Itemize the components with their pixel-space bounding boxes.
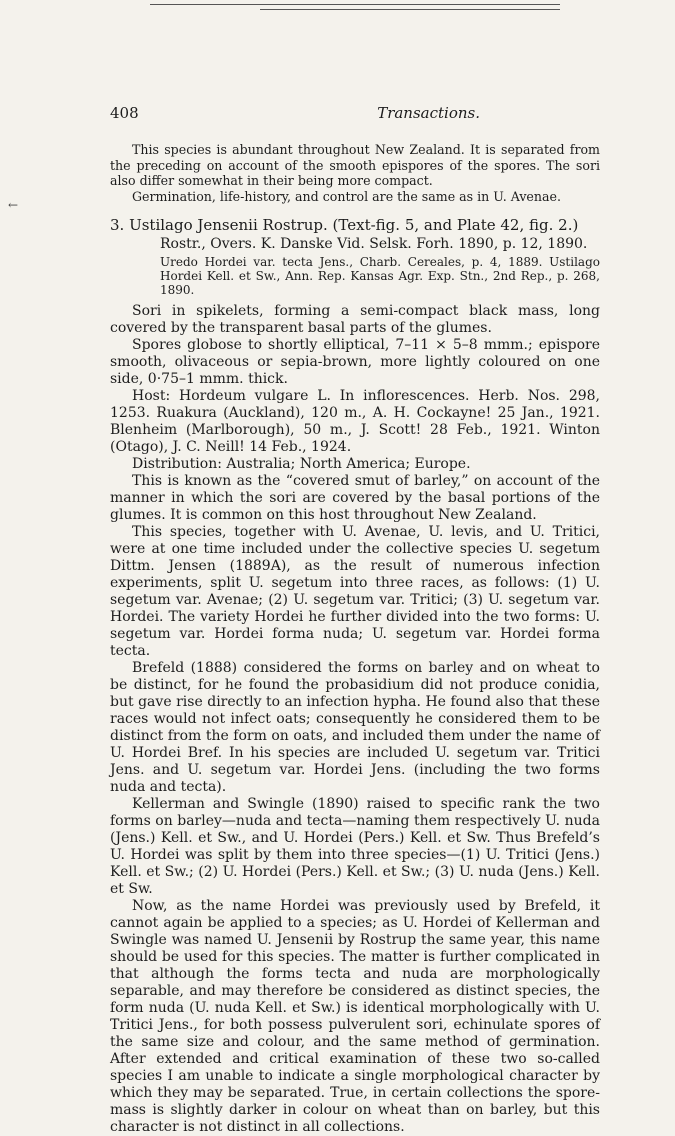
body-paragraph: Kellerman and Swingle (1890) raised to specific rank the two forms on barley—nuda and tecta—naming them respectively U. nuda (Jens.) Kell. et Sw., and U. Hordei (Pers.) Kell. et Sw. Thus Brefeld’s U. Hordei was split by them into three species—(1) U. Tritici (Jens.) Kell. et Sw.; (2) U. Hordei (Pers.) Kell. et Sw.; (3) U. nuda (Jens.) Kell. et Sw.	[110, 796, 600, 897]
body-paragraph: This is known as the “covered smut of barley,” on account of the manner in which the sori are covered by the basal portions of the glumes. It is common on this host throughout New Zealand.	[110, 473, 600, 523]
top-rule-2	[260, 9, 560, 10]
body-paragraph: Brefeld (1888) considered the forms on barley and on wheat to be distinct, for he found the probasidium did not produce conidia, but gave rise directly to an infection hypha. He found also that these races would not infect oats; consequently he considered them to be distinct from the form on oats, and included them under the name of U. Hordei Bref. In his species are included U. segetum var. Tritici Jens. and U. segetum var. Hordei Jens. (including the two forms nuda and tecta).	[110, 660, 600, 795]
body-paragraph: Now, as the name Hordei was previously used by Brefeld, it cannot again be applied to a species; as U. Hordei of Kellerman and Swingle was named U. Jensenii by Rostrup the same year, this name should be used for this species. The matter is further complicated in that although the forms tecta and nuda are morphologically separable, and may therefore be considered as distinct species, the form nuda (U. nuda Kell. et Sw.) is identical morphologically with U. Tritici Jens., for both possess pulverulent sori, echinulate spores of the same size and colour, and the same method of germination. After extended and critical examination of these two so-called species I am unable to indicate a single morphological character by which they may be separated. True, in certain collections the spore-mass is slightly darker in colour on wheat than on barley, but this character is not distinct in all collections.	[110, 898, 600, 1135]
reference-line: Rostr., Overs. K. Danske Vid. Selsk. Forh. 1890, p. 12, 1890.	[160, 236, 588, 252]
section-heading: 3. Ustilago Jensenii Rostrup. (Text-fig. 5, and Plate 42, fig. 2.)	[110, 216, 579, 234]
body-paragraph: Distribution: Australia; North America; Europe.	[132, 456, 471, 472]
body-paragraph: Sori in spikelets, forming a semi-compact black mass, long covered by the transparent basal parts of the glumes.	[110, 303, 600, 336]
body-paragraph: Host: Hordeum vulgare L. In inflorescences. Herb. Nos. 298, 1253. Ruakura (Auckland), 120 m., A. H. Cockayne! 25 Jan., 1921. Blenheim (Marlborough), 50 m., J. Scott! 28 Feb., 1921. Winton (Otago), J. C. Neill! 14 Feb., 1924.	[110, 388, 600, 455]
body-paragraph: Spores globose to shortly elliptical, 7–11 × 5–8 mmm.; epispore smooth, olivaceous or sepia-brown, more lightly coloured on one side, 0·75–1 mmm. thick.	[110, 337, 600, 387]
top-rule	[150, 4, 560, 5]
intro-paragraph: Germination, life-history, and control are the same as in U. Avenae.	[132, 188, 561, 204]
running-header	[110, 104, 600, 122]
page-number: 408	[110, 104, 139, 122]
margin-mark: ←	[8, 198, 19, 212]
page-content	[110, 104, 600, 1136]
running-title: Transactions.	[377, 104, 480, 122]
body-paragraph: This species, together with U. Avenae, U. levis, and U. Tritici, were at one time included under the collective species U. segetum Dittm. Jensen (1889A), as the result of numerous infection experiments, split U. segetum into three races, as follows: (1) U. segetum var. Avenae; (2) U. segetum var. Tritici; (3) U. segetum var. Hordei. The variety Hordei he further divided into the two forms: U. segetum var. Hordei forma nuda; U. segetum var. Hordei forma tecta.	[110, 524, 600, 659]
intro-paragraph: This species is abundant throughout New Zealand. It is separated from the preceding on account of the smooth epispores of the spores. The sori also differ somewhat in their being more compact.	[110, 142, 600, 188]
reference-line: Uredo Hordei var. tecta Jens., Charb. Cereales, p. 4, 1889. Ustilago Hordei Kell. et Sw., Ann. Rep. Kansas Agr. Exp. Stn., 2nd Rep., p. 268, 1890.	[160, 255, 600, 297]
